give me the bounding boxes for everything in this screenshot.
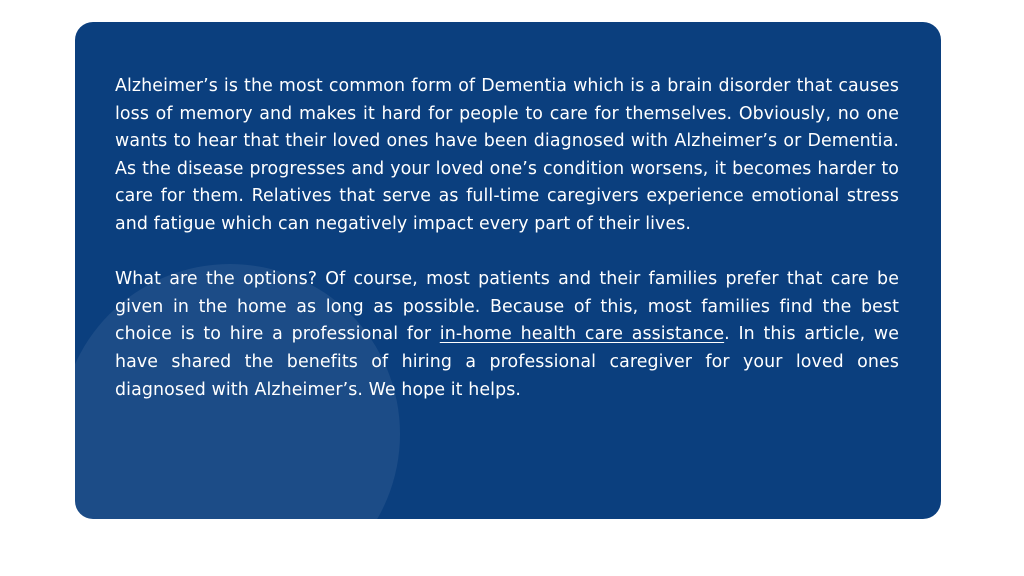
article-body: [115, 73, 899, 404]
content-card: [75, 22, 941, 519]
in-home-care-link[interactable]: in-home health care assistance: [439, 324, 725, 345]
paragraph-options-text-after: . In this article, we have shared the benefits of hiring a professional caregiver for your loved ones diagnosed with Alzheimer’s. We hope it helps.: [115, 324, 900, 400]
paragraph-intro: Alzheimer’s is the most common form of Dementia which is a brain disorder that causes loss of memory and makes it hard for people to care for themselves. Obviously, no one wants to hear that their loved ones have been diagnosed with Alzheimer’s or Dementia. As the disease progresses and your loved one’s condition worsens, it becomes harder to care for them. Relatives that serve as full-time caregivers experience emotional stress and fatigue which can negatively impact every part of their lives.: [115, 76, 899, 234]
paragraph-options-text-before: What are the options? Of course, most patients and their families prefer that care be given in the home as long as possible. Because of this, most families find the best choice is to hire a professional for: [115, 269, 899, 345]
paragraph-options: [115, 266, 899, 404]
